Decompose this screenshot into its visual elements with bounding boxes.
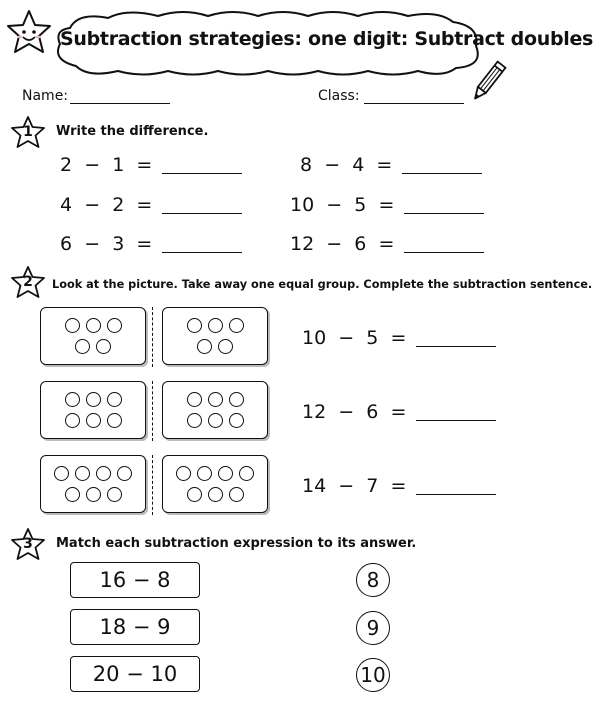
section-1-instruction: Write the difference. — [56, 124, 209, 139]
answer-blank[interactable] — [402, 157, 482, 174]
minuend: 12 — [290, 233, 315, 255]
worksheet-title: Subtraction strategies: one digit: Subtract doubles — [60, 28, 593, 50]
equals-sign: = — [136, 233, 153, 255]
match-expression[interactable]: 20 − 10 — [70, 656, 200, 692]
circle-counter — [107, 318, 122, 333]
minus-sign: − — [324, 154, 341, 176]
subtrahend: 6 — [366, 401, 379, 423]
section-2-number: 2 — [23, 274, 33, 290]
subtrahend: 6 — [354, 233, 367, 255]
circle-counter — [75, 339, 90, 354]
minus-sign: − — [84, 154, 101, 176]
circle-counter — [65, 413, 80, 428]
picture-equation — [302, 475, 496, 497]
picture-equation — [302, 401, 496, 423]
circle-counter — [54, 466, 69, 481]
circle-counter — [107, 413, 122, 428]
name-field[interactable] — [70, 103, 170, 104]
circle-counter — [86, 318, 101, 333]
equals-sign: = — [390, 401, 407, 423]
minuend: 2 — [60, 154, 73, 176]
circle-counter — [208, 413, 223, 428]
dot-group-box — [162, 307, 268, 365]
answer-blank[interactable] — [416, 478, 496, 495]
circle-counter — [86, 413, 101, 428]
answer-blank[interactable] — [404, 236, 484, 253]
circle-counter — [75, 466, 90, 481]
minuend: 4 — [60, 194, 73, 216]
dot-group — [41, 308, 145, 364]
circle-counter — [187, 392, 202, 407]
group-divider — [152, 381, 153, 441]
circle-counter — [229, 413, 244, 428]
answer-blank[interactable] — [416, 404, 496, 421]
subtrahend: 4 — [352, 154, 365, 176]
minus-sign: − — [326, 194, 343, 216]
equation-row — [60, 154, 242, 176]
minus-sign: − — [84, 233, 101, 255]
minus-sign: − — [338, 327, 355, 349]
match-answer[interactable]: 9 — [356, 611, 390, 645]
circle-counter — [86, 392, 101, 407]
subtrahend: 7 — [366, 475, 379, 497]
circle-counter — [187, 487, 202, 502]
circle-counter — [176, 466, 191, 481]
name-label: Name: — [22, 88, 69, 104]
circle-counter — [218, 339, 233, 354]
section-2-instruction: Look at the picture. Take away one equal group. Complete the subtraction sentence. — [52, 278, 593, 291]
dot-group-box — [40, 307, 146, 365]
group-divider — [152, 455, 153, 515]
match-answer[interactable]: 10 — [356, 658, 390, 692]
dot-group — [163, 308, 267, 364]
circle-counter — [65, 487, 80, 502]
equation-row — [60, 194, 242, 216]
dot-group — [163, 382, 267, 438]
circle-counter — [208, 392, 223, 407]
minuend: 14 — [302, 475, 327, 497]
circle-counter — [229, 318, 244, 333]
equals-sign: = — [390, 475, 407, 497]
star-face-icon — [4, 8, 54, 58]
dot-group — [163, 456, 267, 512]
minuend: 8 — [300, 154, 313, 176]
minus-sign: − — [338, 475, 355, 497]
circle-counter — [107, 487, 122, 502]
subtrahend: 5 — [354, 194, 367, 216]
minus-sign: − — [326, 233, 343, 255]
circle-counter — [96, 339, 111, 354]
equals-sign: = — [136, 154, 153, 176]
equals-sign: = — [378, 233, 395, 255]
section-3-instruction: Match each subtraction expression to its answer. — [56, 536, 417, 551]
answer-blank[interactable] — [162, 157, 242, 174]
minus-sign: − — [338, 401, 355, 423]
class-label: Class: — [318, 88, 360, 104]
pencil-icon — [470, 58, 506, 106]
circle-counter — [117, 466, 132, 481]
equals-sign: = — [390, 327, 407, 349]
circle-counter — [197, 466, 212, 481]
answer-blank[interactable] — [416, 330, 496, 347]
circle-counter — [218, 466, 233, 481]
minus-sign: − — [84, 194, 101, 216]
equation-row — [290, 194, 484, 216]
circle-counter — [208, 487, 223, 502]
class-field[interactable] — [364, 103, 464, 104]
section-3-number: 3 — [23, 536, 33, 552]
minuend: 10 — [302, 327, 327, 349]
dot-group — [41, 456, 145, 512]
subtrahend: 2 — [112, 194, 125, 216]
dot-group — [41, 382, 145, 438]
circle-counter — [239, 466, 254, 481]
subtrahend: 1 — [112, 154, 125, 176]
circle-counter — [229, 487, 244, 502]
group-divider — [152, 307, 153, 367]
circle-counter — [96, 466, 111, 481]
circle-counter — [208, 318, 223, 333]
minuend: 10 — [290, 194, 315, 216]
circle-counter — [65, 392, 80, 407]
match-answer[interactable]: 8 — [356, 563, 390, 597]
equation-row — [60, 233, 242, 255]
dot-group-box — [162, 381, 268, 439]
equation-row — [300, 154, 482, 176]
circle-counter — [65, 318, 80, 333]
circle-counter — [187, 413, 202, 428]
subtrahend: 3 — [112, 233, 125, 255]
subtrahend: 5 — [366, 327, 379, 349]
equals-sign: = — [136, 194, 153, 216]
minuend: 6 — [60, 233, 73, 255]
equals-sign: = — [378, 194, 395, 216]
circle-counter — [197, 339, 212, 354]
dot-group-box — [162, 455, 268, 513]
dot-group-box — [40, 381, 146, 439]
dot-group-box — [40, 455, 146, 513]
equation-row — [290, 233, 484, 255]
answer-blank[interactable] — [162, 197, 242, 214]
picture-equation — [302, 327, 496, 349]
match-expression[interactable]: 16 − 8 — [70, 562, 200, 598]
circle-counter — [229, 392, 244, 407]
section-1-number: 1 — [23, 124, 33, 140]
match-expression[interactable]: 18 − 9 — [70, 609, 200, 645]
equals-sign: = — [376, 154, 393, 176]
minuend: 12 — [302, 401, 327, 423]
circle-counter — [187, 318, 202, 333]
circle-counter — [86, 487, 101, 502]
circle-counter — [107, 392, 122, 407]
answer-blank[interactable] — [404, 197, 484, 214]
answer-blank[interactable] — [162, 236, 242, 253]
